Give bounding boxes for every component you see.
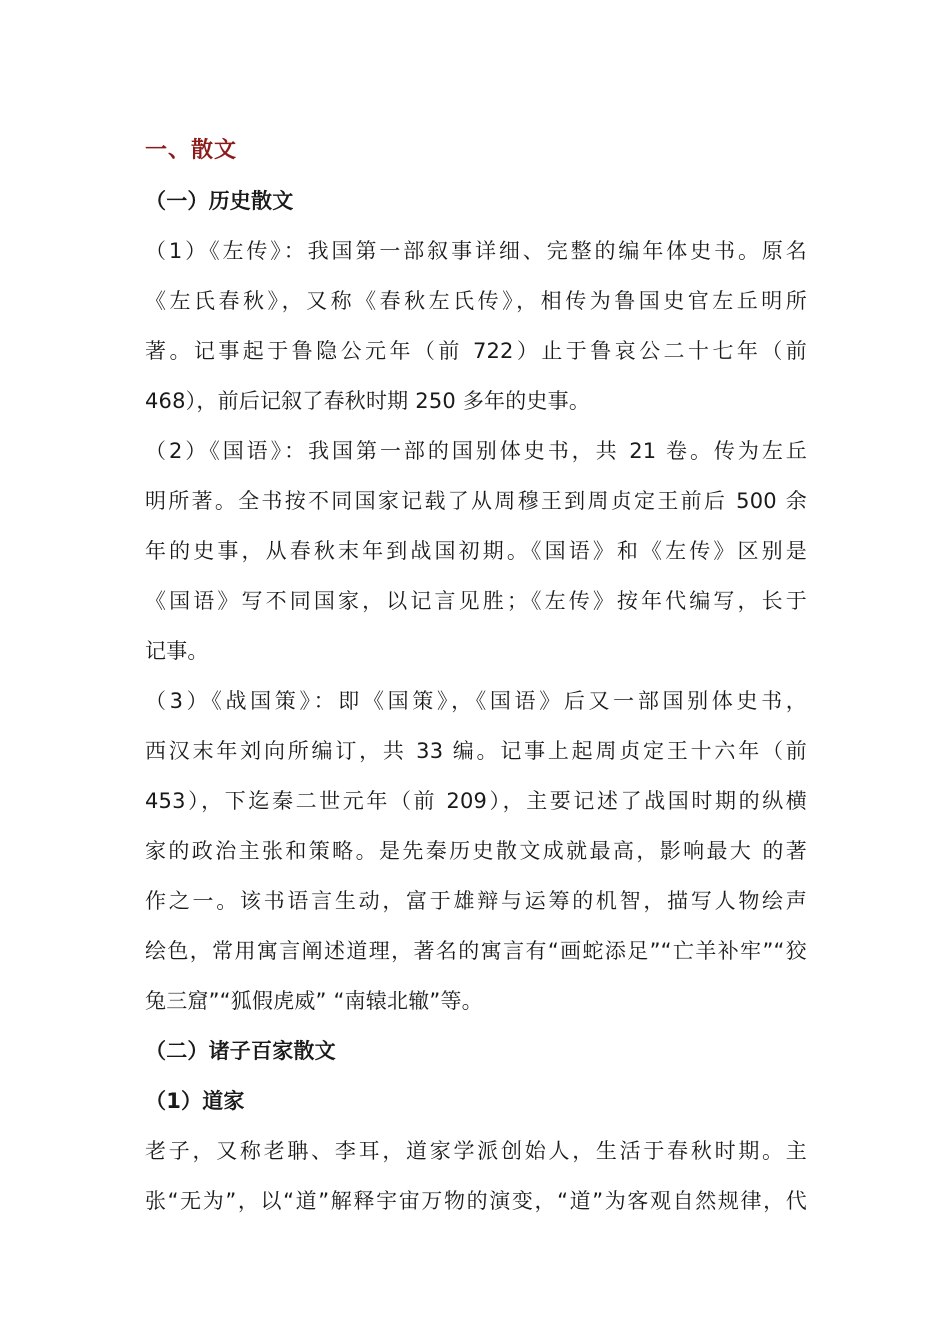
- paragraph-line: 记事。: [145, 639, 209, 663]
- paragraph-line: 453），下迄秦二世元年（前 209），主要记述了战国时期的纵横: [145, 789, 807, 813]
- paragraph-line: （3）《战国策》：即《国策》，《国语》后又一部国别体史书，: [145, 689, 807, 713]
- paragraph-line: 著。记事起于鲁隐公元年（前 722）止于鲁哀公二十七年（前: [145, 339, 807, 363]
- paragraph-line: 明所著。全书按不同国家记载了从周穆王到周贞定王前后 500 余: [145, 489, 807, 513]
- document-body: [145, 126, 807, 1226]
- paragraph-line: （1）《左传》：我国第一部叙事详细、完整的编年体史书。原名: [145, 239, 807, 263]
- subsection-heading-historical-prose: （一）历史散文: [145, 189, 294, 213]
- section-heading-prose: 一、散文: [145, 138, 238, 163]
- paragraph-line: 张“无为”，以“道”解释宇宙万物的演变，“道”为客观自然规律，代: [145, 1189, 807, 1213]
- paragraph-line: 家的政治主张和策略。是先秦历史散文成就最高，影响最大 的著: [145, 839, 807, 863]
- subsection-heading-hundred-schools: （二）诸子百家散文: [145, 1039, 336, 1063]
- paragraph-line: 《国语》写不同国家，以记言见胜；《左传》按年代编写，长于: [145, 589, 807, 613]
- paragraph-line: 绘色，常用寓言阐述道理，著名的寓言有“画蛇添足”“亡羊补牢”“狡: [145, 939, 807, 963]
- subsubsection-heading-taoism: （1）道家: [145, 1089, 245, 1113]
- paragraph-line: 兔三窟”“狐假虎威” “南辕北辙”等。: [145, 989, 483, 1013]
- paragraph-line: 作之一。该书语言生动，富于雄辩与运筹的机智，描写人物绘声: [145, 889, 807, 913]
- paragraph-line: 《左氏春秋》，又称《春秋左氏传》，相传为鲁国史官左丘明所: [145, 289, 807, 313]
- paragraph-line: （2）《国语》：我国第一部的国别体史书，共 21 卷。传为左丘: [145, 439, 807, 463]
- paragraph-line: 老子，又称老聃、李耳，道家学派创始人，生活于春秋时期。主: [145, 1139, 807, 1163]
- paragraph-line: 西汉末年刘向所编订，共 33 编。记事上起周贞定王十六年（前: [145, 739, 807, 763]
- paragraph-line: 468），前后记叙了春秋时期 250 多年的史事。: [145, 389, 591, 413]
- paragraph-line: 年的史事，从春秋末年到战国初期。《国语》和《左传》区别是: [145, 539, 807, 563]
